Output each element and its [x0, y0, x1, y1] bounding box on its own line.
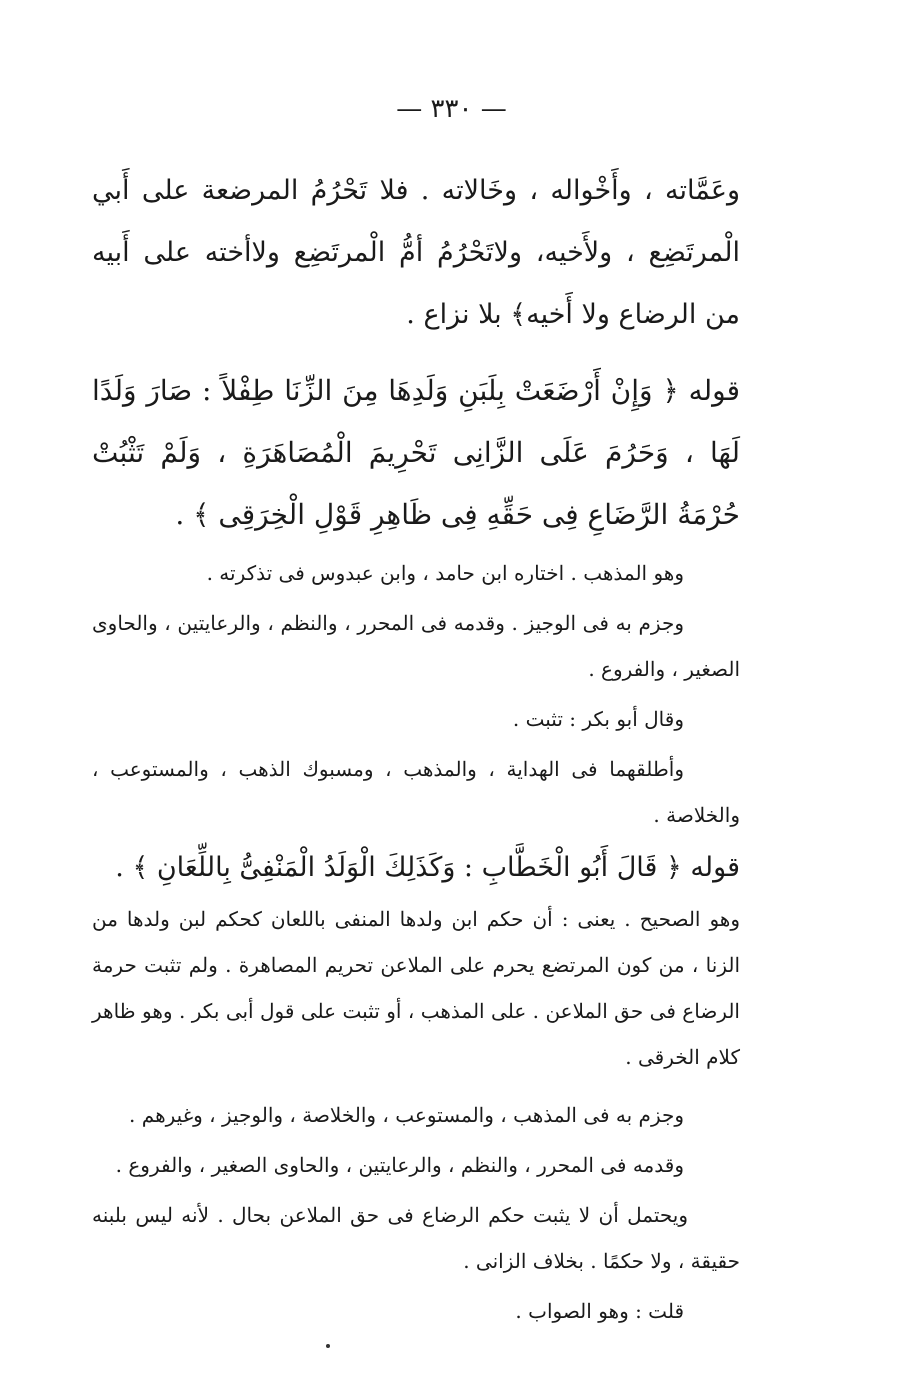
matn-paragraph-1: قوله ﴿ وَإِنْ أَرْضَعَتْ بِلَبَنِ وَلَدِهَا مِنَ الزِّنَا طِفْلاً : صَارَ وَلَدًا لَهَا ، وَحَرُمَ عَلَى الزَّانِى تَحْرِيمَ الْمُصَاهَرَةِ ، وَلَمْ تَثْبُتْ حُرْمَةُ الرَّضَاعِ فِى حَقِّهِ فِى ظَاهِرِ قَوْلِ الْخِرَقِى ﴾ . [92, 374, 740, 531]
commentary-paragraph-6: وجزم به فى المذهب ، والمستوعب ، والخلاصة ، والوجيز ، وغيرهم . [129, 1103, 684, 1127]
matn-paragraph-2: قوله ﴿ قَالَ أَبُو الْخَطَّابِ : وَكَذَلِكَ الْوَلَدُ الْمَنْفِىُّ بِاللِّعَانِ ﴾ . [115, 852, 740, 883]
commentary-paragraph-8: ويحتمل أن لا يثبت حكم الرضاع فى حق الملاعن بحال . لأنه ليس بلبنه حقيقة ، ولا حكمًا . بخلاف الزانى . [92, 1203, 740, 1273]
commentary-paragraph-1: وهو المذهب . اختاره ابن حامد ، وابن عبدوس فى تذكرته . [206, 561, 684, 585]
page-body [92, 160, 740, 1334]
commentary-paragraph-9: قلت : وهو الصواب . [515, 1299, 684, 1323]
commentary-paragraph-4: وأطلقهما فى الهداية ، والمذهب ، ومسبوك الذهب ، والمستوعب ، والخلاصة . [92, 757, 740, 827]
continued-matn-paragraph: وعَمَّاته ، وأَخْواله ، وخَالاته . فلا تَحْرُمُ المرضعة على أَبي الْمرتَضِع ، ولأَخيه، ولاتَحْرُمُ أمُّ الْمرتَضِع ولاأخته على أَبيه من الرضاع ولا أَخيه﴾ بلا نزاع . [92, 175, 740, 330]
page-number: — ٣٣٠ — [396, 94, 507, 124]
commentary-paragraph-2: وجزم به فى الوجيز . وقدمه فى المحرر ، والنظم ، والرعايتين ، والحاوى الصغير ، والفروع . [92, 611, 740, 681]
print-speck [326, 1344, 330, 1348]
commentary-paragraph-7: وقدمه فى المحرر ، والنظم ، والرعايتين ، والحاوى الصغير ، والفروع . [115, 1153, 684, 1177]
commentary-paragraph-5: وهو الصحيح . يعنى : أن حكم ابن ولدها المنفى باللعان كحكم لبن ولدها من الزنا ، من كون المرتضع يحرم على الملاعن تحريم المصاهرة . ولم تثبت حرمة الرضاع فى حق الملاعن . على المذهب ، أو تثبت على قول أبى بكر . وهو ظاهر كلام الخرقى . [92, 907, 740, 1069]
commentary-paragraph-3: وقال أبو بكر : تثبت . [512, 707, 684, 731]
